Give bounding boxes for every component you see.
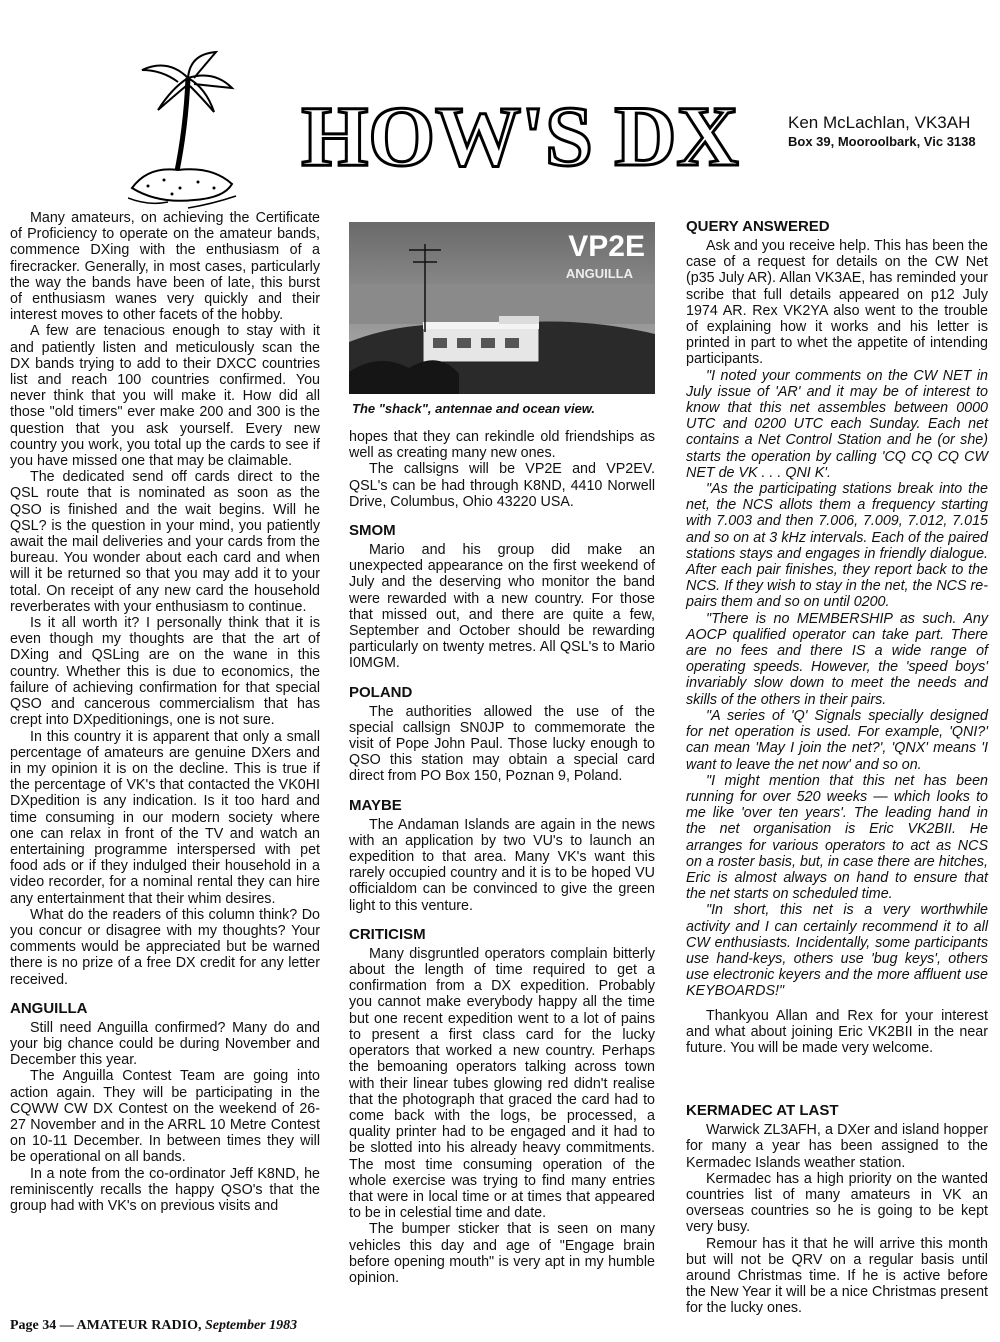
section-heading-poland: POLAND: [349, 683, 413, 701]
paragraph: The Anguilla Contest Team are going into action again. They will be participating in the CQWW CW DX Contest on the weekend of 26-27 November and in the ARRL 10 Metre Contest on 10-11 December. In between times they will be operational on all bands.: [10, 1068, 320, 1166]
paragraph: Many amateurs, on achieving the Certificate of Proficiency to operate on the amateur bands, commence DXing with the enthusiasm of a firecracker. Generally, in most cases, particularly the way the bands have been of late, this burst of enthusiasm wanes very quickly and their interest moves to other facets of the hobby.: [10, 210, 320, 324]
paragraph: Remour has it that he will arrive this month but will not be QRV on a regular basis until around Christmas time. If he is active before the New Year it will be a nice Christmas present for the lucky ones.: [686, 1235, 988, 1317]
paragraph: The bumper sticker that is seen on many vehicles this day and age of "Engage brain before opening mouth" is very apt in my humble opinion.: [349, 1221, 655, 1286]
byline: [788, 113, 1000, 151]
section-heading-anguilla: ANGUILLA: [10, 999, 88, 1017]
quote-paragraph: "There is no MEMBERSHIP as such. Any AOCP qualified operator can take part. There are no fees and there IS a wide range of operating speeds. However, the 'speed boys' invariably slow down to meet the needs and skills of the others in their pairs.: [686, 610, 988, 708]
paragraph: The Andaman Islands are again in the news with an application by two VU's to launch an expedition to that area. Many VK's want this rarely occupied country and it is to be hoped VU officialdom can be convinced to give the green light to this venture.: [349, 816, 655, 914]
author-name: Ken McLachlan, VK3AH: [788, 113, 971, 132]
quote-paragraph: "I might mention that this net has been running for over 520 weeks — which looks to me like 'over ten years'. The leading hand in the net organisation is Eric VK2BII. He arranges for various operators to act as NCS on a roster basis, but, in case there are hitches, Eric is almost always on hand to ensure that the net starts on scheduled time.: [686, 772, 988, 903]
column-spacer: [686, 1056, 988, 1090]
paragraph: What do the readers of this column think? Do you concur or disagree with my thoughts? Your comments would be appreciated but be warned there is no prize of a free DX credit for any letter received.: [10, 906, 320, 988]
page-title: [282, 95, 758, 177]
section-heading-maybe: MAYBE: [349, 796, 402, 814]
paragraph: In a note from the co-ordinator Jeff K8ND, he reminiscently recalls the happy QSO's that the group had with VK's on previous visits and: [10, 1165, 320, 1214]
quote-paragraph: "A series of 'Q' Signals specially designed for net operation is used. For example, 'QNI?' can mean 'May I join the net?', 'QNX' means 'I want to leave the net now' and so on.: [686, 707, 988, 773]
column-1: [10, 210, 320, 1214]
paragraph: hopes that they can rekindle old friendships as well as creating many new ones.: [349, 429, 655, 462]
paragraph: Still need Anguilla confirmed? Many do and your big chance could be during November and December this year.: [10, 1019, 320, 1069]
paragraph: The authorities allowed the use of the special callsign SN0JP to commemorate the visit of Pope John Paul. Those lucky enough to QSO this station may obtain a special card direct from PO Box 150, Poznan 9, Poland.: [349, 703, 655, 785]
column-2: [349, 429, 655, 1286]
paragraph: In this country it is apparent that only a small percentage of amateurs are genuine DXers and in my opinion it is on the decline. This is true if the percentage of VK's that contacted the VK0HI DXpedition is any indication. Is it too hard and time consuming in our modern society where one can relax in front of the TV and watch an entertaining programme interspersed with pet food ads or if they indulged their household in a video recorder, for a nominal rental they can hire any entertainment that their whim desires.: [10, 728, 320, 907]
quote-paragraph: "As the participating stations break into the net, the NCS allots them a frequency starting with 7.003 and then 7.006, 7.009, 7.012, 7.015 and so on at 3 kHz intervals. Each of the paired stations stays and engages in friendly dialogue. After each pair finishes, they report back to the NCS. If they wish to stay in the net, the NCS re-pairs them and so on until 0200.: [686, 481, 988, 611]
palm-island-icon: [128, 48, 238, 216]
photo-callsign: VP2E: [568, 230, 645, 263]
section-heading-criticism: CRITICISM: [349, 925, 426, 943]
paragraph: Many disgruntled operators complain bitterly about the length of time required to get a confirmation from a DX expedition. Probably you cannot make everybody happy all the time but one recent expedition went to a lot of pains to present a first class card for the lucky operators that worked a new country. Perhaps the bemoaning operators talking across town with their linear tubes glowing red didn't realise that the photograph that graced the card had to come back with the logs, be processed, a quality printer had to be engaged and it had to be slotted into his already heavy commitments. The most time consuming operation of the whole exercise was trying to find many entries that were in local time or at times that appeared to be in celestial time and date.: [349, 945, 655, 1222]
photo-caption: The "shack", antennae and ocean view.: [352, 401, 596, 416]
footer-page: Page 34 — AMATEUR RADIO,: [10, 1318, 202, 1333]
footer-issue: September 1983: [204, 1318, 298, 1333]
shack-photo: [349, 222, 655, 394]
paragraph: Warwick ZL3AFH, a DXer and island hopper for many a year has been assigned to the Kermadec Islands weather station.: [686, 1122, 988, 1171]
page-footer: [10, 1318, 610, 1334]
section-heading-smom: SMOM: [349, 522, 396, 540]
paragraph: Kermadec has a high priority on the wanted countries list of many amateurs in VK an overseas countries so he is going to be kept very busy.: [686, 1170, 988, 1236]
photo-place: ANGUILLA: [565, 266, 633, 281]
paragraph: Ask and you receive help. This has been the case of a request for details on the CW Net (p35 July AR). Allan VK3AE, has reminded your scribe that full details appeared on p12 July 1974 AR. Rex VK2YA also went to the trouble of explaining how it works and his letter is printed in part to whet the appetite of intending participants.: [686, 238, 988, 368]
section-heading-query: QUERY ANSWERED: [686, 218, 830, 235]
title-text: HOW'S DX: [301, 95, 739, 177]
quote-paragraph: "In short, this net is a very worthwhile activity and I can certainly recommend it to all CW enthusiasts. Incidentally, some participants use hand-keys, others use 'bug keys', others use electronic keyers and the more affluent use KEYBOARDS!": [686, 902, 988, 1000]
quote-paragraph: "I noted your comments on the CW NET in July issue of 'AR' and it may be of interest to know that this net assembles between 0000 UTC and 0200 UTC each Sunday. Each net contains a Net Control Station and he (or she) starts the operation by calling 'CQ CQ CQ CW NET de VK . . . QNI K'.: [686, 367, 988, 481]
paragraph: Mario and his group did make an unexpected appearance on the first weekend of July and the deserving who monitor the band were rewarded with a new country. For those that missed out, and there are quite a few, September and October should be rewarding particularly on twenty metres. All QSL's to Mario I0MGM.: [349, 542, 655, 672]
paragraph: The dedicated send off cards direct to the QSL route that is nominated as soon as the QSO is finished and the wait begins. Will he QSL? is the question in your mind, you patiently await the mail deliveries and your cards from the bureau. You wonder about each card and when will it be returned so that you may add it to your total. On receipt of any new card the household reverberates with your enthusiasm to continue.: [10, 469, 320, 615]
paragraph: Thankyou Allan and Rex for your interest and what about joining Eric VK2BII in the near future. You will be made very welcome.: [686, 1007, 988, 1056]
section-heading-kermadec: KERMADEC AT LAST: [686, 1102, 839, 1120]
column-3: [686, 218, 988, 1317]
paragraph: The callsigns will be VP2E and VP2EV. QSL's can be had through K8ND, 4410 Norwell Drive, Columbus, Ohio 43220 USA.: [349, 461, 655, 510]
paragraph: A few are tenacious enough to stay with it and patiently listen and meticulously scan the DX bands trying to add to their DXCC countries list and reach 100 countries confirmed. You never think that you will make it. How did all those "old timers" ever make 200 and 300 is the question that you ask yourself. Every new country you work, you total up the cards to see if you have missed one that may be claimable.: [10, 323, 320, 470]
author-address: Box 39, Mooroolbark, Vic 3138: [788, 134, 976, 149]
paragraph: Is it all worth it? I personally think that it is even though my thoughts are that the art of DXing and QSLing are on the wane in this country. Whether this is due to economics, the failure of achieving confirmation for that special QSO and cancerous commercialism that has crept into DXpeditionings, one is not sure.: [10, 615, 320, 729]
